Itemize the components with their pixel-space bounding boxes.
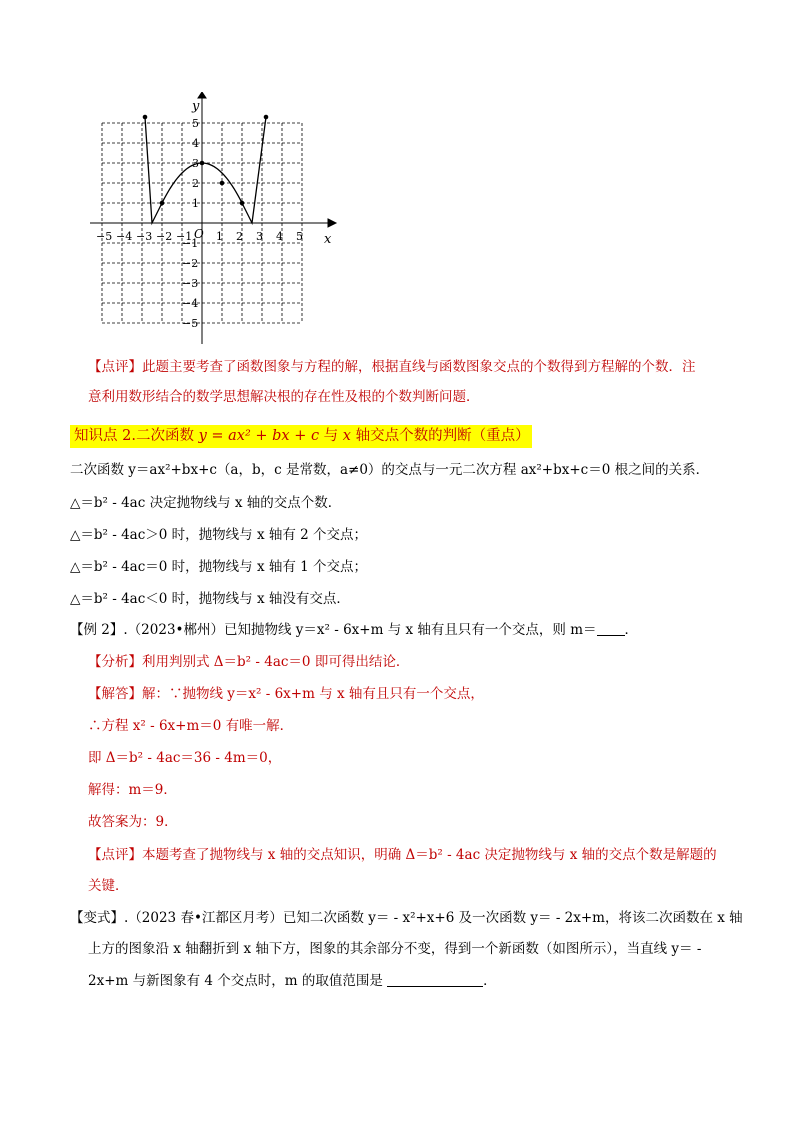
- curve-point: [160, 201, 165, 206]
- intro-b: y＝ax²+bx+c: [128, 462, 217, 478]
- rule-3-formula: △＝b² - 4ac＝0: [70, 559, 168, 575]
- x-tick-label: −4: [116, 230, 133, 243]
- rule-1-text: 决定抛物线与 x 轴的交点个数．: [145, 495, 342, 511]
- y-tick-label: −1: [182, 237, 199, 250]
- intro-a: 二次函数: [70, 462, 129, 478]
- intro-c: （a，b，c 是常数，a≠0）的交点与一元二次方程: [216, 462, 521, 478]
- x-tick-label: −1: [176, 230, 193, 243]
- example2-b: y＝x² - 6x+m: [295, 622, 384, 638]
- x-tick-label: 2: [236, 230, 243, 243]
- example2-a: 【例 2】.（2023•郴州）已知抛物线: [70, 622, 296, 638]
- variant-line3-end: ．: [483, 973, 497, 989]
- example2-comment1: 【点评】本题考查了抛物线与 x 轴的交点知识，明确 Δ＝b² - 4ac 决定抛物线与 x 轴的交点个数是解题的: [88, 847, 717, 863]
- example2-step3: 解得：m＝9．: [88, 782, 177, 798]
- rule-2-text: 时，抛物线与 x 轴有 2 个交点；: [167, 527, 368, 543]
- y-tick-label: −5: [182, 317, 199, 330]
- x-tick-label: −5: [96, 230, 113, 243]
- origin-label: O: [194, 227, 204, 241]
- rule-4: [70, 589, 350, 609]
- y-tick-label: −2: [182, 257, 199, 270]
- intro-d: ax²+bx+c＝0: [520, 462, 611, 478]
- y-tick-label: 1: [192, 197, 199, 210]
- example2-comment2: 关键．: [88, 878, 129, 894]
- y-tick-label: 5: [192, 117, 199, 130]
- x-axis-label: x: [324, 232, 332, 247]
- y-tick-label: 2: [192, 177, 199, 190]
- rule-2-formula: △＝b² - 4ac＞0: [70, 527, 168, 543]
- variant-line3-text: 2x+m 与新图象有 4 个交点时，m 的取值范围是: [88, 973, 388, 989]
- rule-3-text: 时，抛物线与 x 轴有 1 个交点；: [167, 559, 368, 575]
- curve-points: [143, 115, 269, 206]
- heading-x: x: [342, 428, 351, 444]
- rules-intro: [70, 460, 709, 480]
- curve-point: [240, 201, 245, 206]
- rule-2: [70, 525, 367, 545]
- heading-prefix: 知识点 2.二次函数: [74, 428, 199, 444]
- folded-curve: [145, 117, 266, 223]
- x-tick-label: 5: [296, 230, 303, 243]
- example2-c: 与 x 轴有且只有一个交点，则: [383, 622, 571, 638]
- rule-4-formula: △＝b² - 4ac＜0: [70, 591, 168, 607]
- rule-3: [70, 557, 367, 577]
- curve-point: [264, 115, 269, 120]
- example2-step4: 故答案为：9．: [88, 814, 178, 830]
- x-tick-label: −2: [156, 230, 173, 243]
- curve-point: [220, 181, 225, 186]
- axes: [90, 92, 336, 344]
- rule-1: [70, 493, 341, 513]
- variant-line3: [88, 971, 497, 991]
- heading-formula: y = ax² + bx + c: [198, 428, 320, 444]
- y-tick-label: −3: [182, 277, 199, 290]
- example2-answer: 【解答】解：∵抛物线 y＝x² - 6x+m 与 x 轴有且只有一个交点，: [88, 686, 484, 702]
- y-axis-arrow: [198, 92, 206, 98]
- heading-mid: 与: [319, 428, 343, 444]
- intro-e: 根之间的关系．: [610, 462, 710, 478]
- comment1-line1: 【点评】此题主要考查了函数图象与方程的解，根据直线与函数图象交点的个数得到方程解的个数．注: [88, 359, 696, 375]
- example2-d: m＝: [570, 622, 597, 638]
- function-graph: [88, 92, 338, 348]
- x-tick-label: 4: [276, 230, 283, 243]
- variant-line1: 【变式】.（2023 春•江都区月考）已知二次函数 y＝ - x²+x+6 及一次函数 y＝ - 2x+m，将该二次函数在 x 轴: [70, 910, 743, 926]
- y-tick-label: 3: [192, 157, 199, 170]
- variant-answer-blank: [387, 986, 483, 987]
- example2-analysis: 【分析】利用判别式 Δ＝b² - 4ac＝0 即可得出结论．: [88, 654, 410, 670]
- rule-4-text: 时，抛物线与 x 轴没有交点．: [167, 591, 350, 607]
- example2-step2: 即 Δ＝b² - 4ac＝36 - 4m＝0，: [88, 750, 282, 766]
- example2-question: [70, 620, 638, 640]
- x-axis-arrow: [328, 219, 336, 227]
- y-tick-label: −4: [182, 297, 199, 310]
- x-tick-label: 1: [216, 230, 223, 243]
- example2-step1: ∴方程 x² - 6x+m＝0 有唯一解．: [88, 718, 294, 734]
- x-tick-label: 3: [256, 230, 263, 243]
- heading-suffix: 轴交点个数的判断（重点）: [350, 428, 530, 444]
- variant-line2: 上方的图象沿 x 轴翻折到 x 轴下方，图象的其余部分不变，得到一个新函数（如图所示），当直线 y＝ -: [88, 941, 702, 957]
- section-heading: [70, 425, 532, 448]
- y-tick-label: 4: [192, 137, 199, 150]
- example2-e: ．: [624, 622, 639, 638]
- x-tick-label: −3: [136, 230, 153, 243]
- curve-point: [200, 161, 205, 166]
- comment1-line2: 意利用数形结合的数学思想解决根的存在性及根的个数判断问题．: [88, 389, 480, 405]
- example2-answer-blank: [597, 635, 625, 636]
- y-axis-label: y: [192, 99, 200, 114]
- rule-1-formula: △＝b² - 4ac: [70, 495, 146, 511]
- curve-point: [143, 115, 148, 120]
